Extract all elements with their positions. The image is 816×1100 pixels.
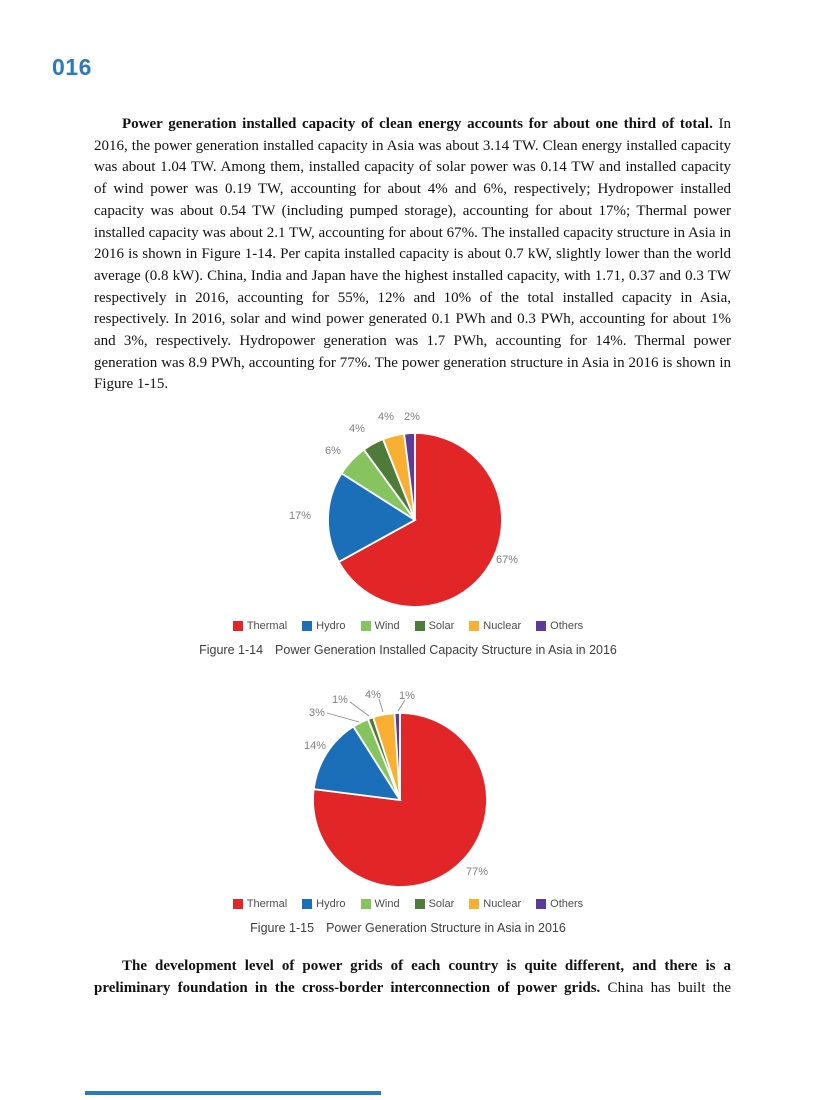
legend-label: Wind [374,898,400,910]
pie-chart-generation-structure [240,683,580,898]
pie-percentage-label: 1% [399,690,415,702]
pie-percentage-label: 4% [365,689,381,701]
legend-swatch-icon [233,899,243,909]
pie-percentage-label: 67% [495,554,519,566]
page-number: 016 [52,54,92,80]
legend-label: Nuclear [483,620,522,632]
label-leader-line [350,702,369,716]
legend-item-hydro [302,620,345,632]
paragraph-body-text: In 2016, the power generation installed capacity in Asia was about 3.14 TW. Clean energy installed capacity was about 1.04 TW. Among them, installed capacity of solar power was 0.14 TW and installed capacity of wind power was 0.19 TW, accounting for about 4% and 6%, respectively; Hydropower installed capacity was about 0.54 TW (including pumped storage), accounting for about 17%; Thermal power installed capacity was about 2.1 TW, accounting for about 67%. The installed capacity structure in Asia in 2016 is shown in Figure 1-14. Per capita installed capacity is about 0.7 kW, slightly lower than the world average (0.8 kW). China, India and Japan have the highest installed capacity, with 1.71, 0.37 and 0.3 TW respectively in 2016, accounting for 55%, 12% and 10% of the total installed capacity in Asia, respectively. In 2016, solar and wind power generated 0.1 PWh and 0.3 PWh, accounting for about 1% and 3%, respectively. Hydropower generation was 1.7 PWh, accounting for 14%. Thermal power generation was 8.9 PWh, accounting for 77%. The power generation structure in Asia in 2016 is shown in Figure 1-15. [94,116,731,393]
legend-item-nuclear [469,898,521,910]
legend-item-others [536,620,583,632]
legend-item-thermal [233,620,287,632]
legend-label: Hydro [316,898,346,910]
legend-item-nuclear [469,620,521,632]
legend-item-wind [361,898,400,910]
legend-swatch-icon [536,621,546,631]
legend-figure-1-15 [0,898,816,910]
legend-label: Nuclear [483,898,522,910]
pie-percentage-label: 2% [404,411,420,423]
legend-item-thermal [233,898,287,910]
legend-item-hydro [302,898,345,910]
figure-number: Figure 1-14 [199,643,264,657]
paragraph-lead-sentence: The development level of power grids of each country is quite different, and there is a preliminary foundation in the cross-border interconnection of power grids. [94,958,731,996]
legend-item-others [536,898,583,910]
pie-percentage-label: 17% [288,510,312,522]
legend-label: Solar [428,620,455,632]
figure-title: Power Generation Structure in Asia in 2016 [326,921,566,935]
pie-percentage-label: 3% [309,707,325,719]
footer-accent-rule [85,1091,381,1095]
legend-swatch-icon [469,621,479,631]
paragraph-body-text: China has built the [600,979,731,996]
legend-swatch-icon [361,899,371,909]
pie-percentage-label: 4% [349,423,365,435]
pie-percentage-label: 1% [332,694,348,706]
label-leader-line [327,713,359,722]
caption-figure-1-15 [0,921,816,935]
legend-swatch-icon [536,899,546,909]
caption-figure-1-14 [0,643,816,657]
figure-number: Figure 1-15 [250,921,315,935]
legend-label: Others [550,620,584,632]
legend-swatch-icon [302,899,312,909]
paragraph-installed-capacity [94,114,731,396]
legend-label: Wind [374,620,400,632]
legend-label: Hydro [316,620,346,632]
pie-percentage-label: 77% [465,866,489,878]
legend-label: Thermal [246,620,288,632]
legend-swatch-icon [415,899,425,909]
paragraph-lead-sentence: Power generation installed capacity of clean energy accounts for about one third of total. [122,116,713,132]
pie-percentage-label: 6% [325,445,341,457]
pie-chart-installed-capacity [250,403,580,618]
legend-label: Thermal [246,898,288,910]
legend-swatch-icon [361,621,371,631]
figure-title: Power Generation Installed Capacity Structure in Asia in 2016 [275,643,617,657]
legend-swatch-icon [233,621,243,631]
legend-swatch-icon [302,621,312,631]
legend-item-solar [415,620,455,632]
legend-label: Others [550,898,584,910]
pie-percentage-label: 14% [303,740,327,752]
legend-label: Solar [428,898,455,910]
legend-item-solar [415,898,455,910]
pie-percentage-label: 4% [378,411,394,423]
legend-item-wind [361,620,400,632]
legend-swatch-icon [415,621,425,631]
legend-figure-1-14 [0,620,816,632]
paragraph-power-grids [94,956,731,999]
legend-swatch-icon [469,899,479,909]
